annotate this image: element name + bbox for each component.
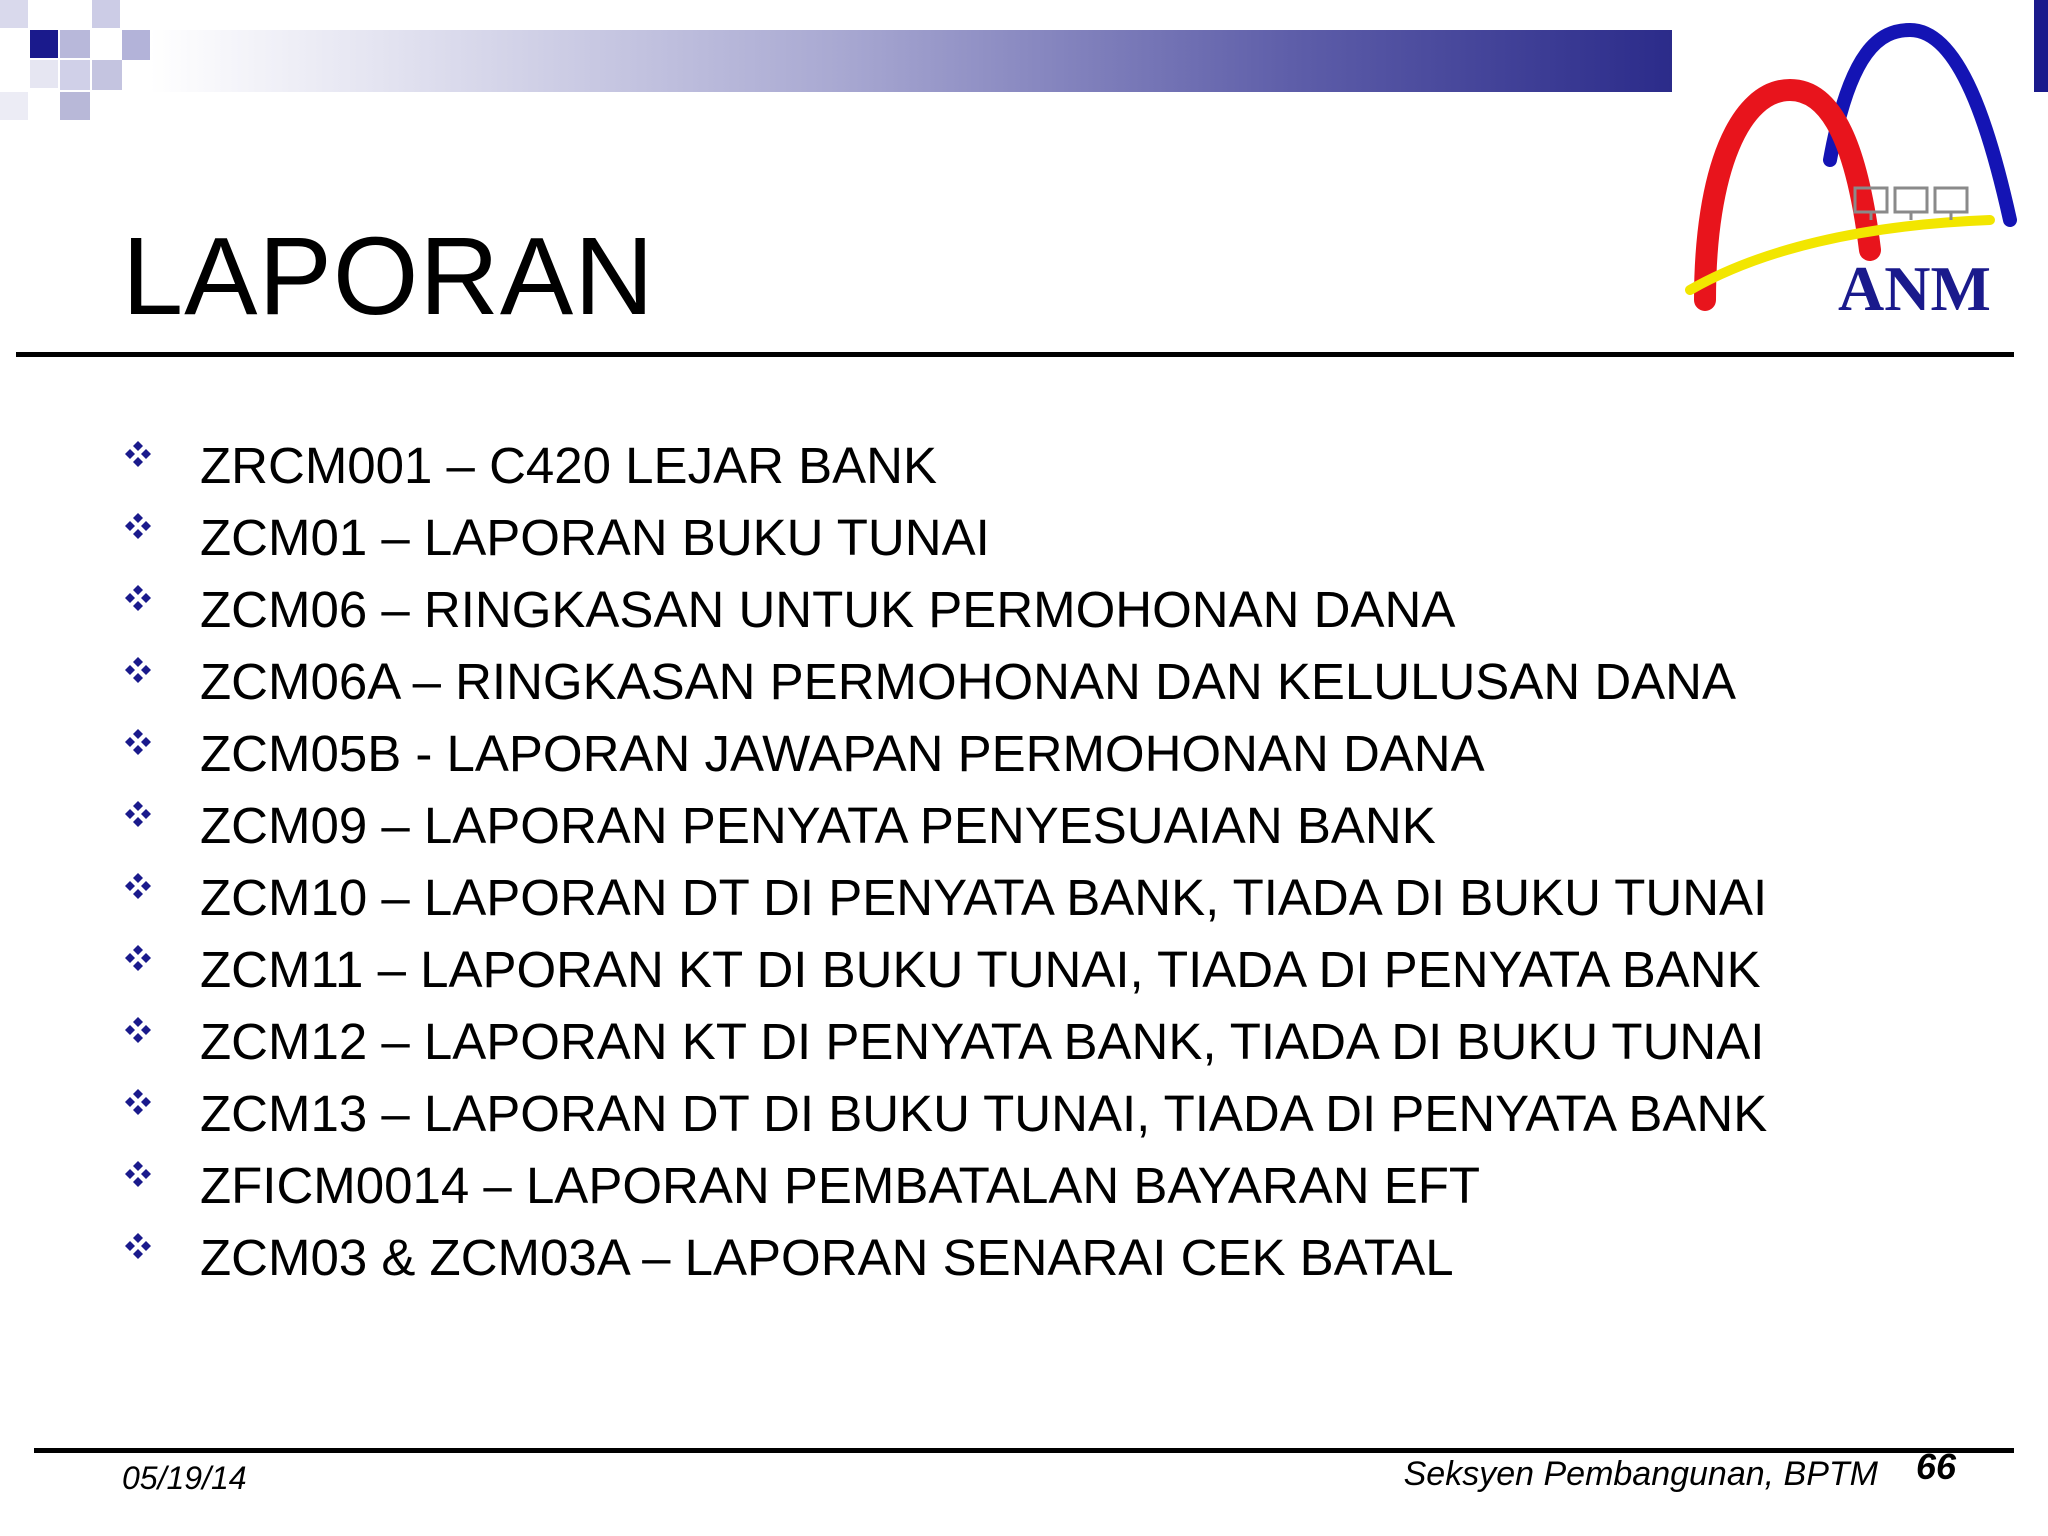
list-item <box>120 1006 1767 1078</box>
list-item <box>120 430 1767 502</box>
slide-title: LAPORAN <box>122 215 655 338</box>
four-diamond-bullet-icon <box>120 934 200 1006</box>
corner-decoration <box>0 0 160 130</box>
footer-divider <box>34 1448 2014 1453</box>
deco-square <box>60 60 90 90</box>
deco-square <box>0 92 28 120</box>
report-item-text: ZCM11 – LAPORAN KT DI BUKU TUNAI, TIADA DI PENYATA BANK <box>200 941 1761 998</box>
list-item <box>120 1078 1767 1150</box>
four-diamond-bullet-icon <box>120 502 200 574</box>
deco-square <box>92 60 122 90</box>
list-item <box>120 502 1767 574</box>
list-item <box>120 1222 1767 1294</box>
four-diamond-bullet-icon <box>120 430 200 502</box>
logo-text: ANM <box>1838 253 1991 320</box>
list-item <box>120 1150 1767 1222</box>
report-item-text: ZCM06A – RINGKASAN PERMOHONAN DAN KELULUSAN DANA <box>200 653 1737 710</box>
deco-square <box>122 30 152 60</box>
report-list <box>120 430 1767 1294</box>
report-item-text: ZCM05B - LAPORAN JAWAPAN PERMOHONAN DANA <box>200 725 1485 782</box>
report-item-text: ZCM10 – LAPORAN DT DI PENYATA BANK, TIADA DI BUKU TUNAI <box>200 869 1768 926</box>
four-diamond-bullet-icon <box>120 1222 200 1294</box>
report-item-text: ZCM06 – RINGKASAN UNTUK PERMOHONAN DANA <box>200 581 1456 638</box>
list-item <box>120 790 1767 862</box>
list-item <box>120 574 1767 646</box>
list-item <box>120 934 1767 1006</box>
title-divider <box>16 352 2014 357</box>
header-gradient-bar <box>150 30 1672 92</box>
report-item-text: ZRCM001 – C420 LEJAR BANK <box>200 437 937 494</box>
list-item <box>120 646 1767 718</box>
four-diamond-bullet-icon <box>120 790 200 862</box>
report-item-text: ZCM12 – LAPORAN KT DI PENYATA BANK, TIADA DI BUKU TUNAI <box>200 1013 1765 1070</box>
report-item-text: ZCM03 & ZCM03A – LAPORAN SENARAI CEK BATAL <box>200 1229 1454 1286</box>
report-item-text: ZCM13 – LAPORAN DT DI BUKU TUNAI, TIADA DI PENYATA BANK <box>200 1085 1768 1142</box>
deco-square <box>60 92 90 120</box>
list-item <box>120 718 1767 790</box>
four-diamond-bullet-icon <box>120 862 200 934</box>
deco-square <box>0 0 28 28</box>
report-item-text: ZFICM0014 – LAPORAN PEMBATALAN BAYARAN EFT <box>200 1157 1481 1214</box>
four-diamond-bullet-icon <box>120 574 200 646</box>
list-item <box>120 862 1767 934</box>
four-diamond-bullet-icon <box>120 1150 200 1222</box>
deco-square <box>92 0 120 28</box>
four-diamond-bullet-icon <box>120 718 200 790</box>
report-item-text: ZCM01 – LAPORAN BUKU TUNAI <box>200 509 990 566</box>
anm-logo <box>1680 10 2020 320</box>
deco-square <box>30 60 58 88</box>
footer-date: 05/19/14 <box>122 1460 247 1496</box>
four-diamond-bullet-icon <box>120 1078 200 1150</box>
deco-square-accent <box>30 30 58 58</box>
report-item-text: ZCM09 – LAPORAN PENYATA PENYESUAIAN BANK <box>200 797 1436 854</box>
footer-organization: Seksyen Pembangunan, BPTM <box>1403 1455 1878 1493</box>
page-number: 66 <box>1916 1446 1957 1487</box>
four-diamond-bullet-icon <box>120 646 200 718</box>
four-diamond-bullet-icon <box>120 1006 200 1078</box>
deco-square <box>60 30 90 58</box>
edge-accent <box>2034 0 2048 92</box>
